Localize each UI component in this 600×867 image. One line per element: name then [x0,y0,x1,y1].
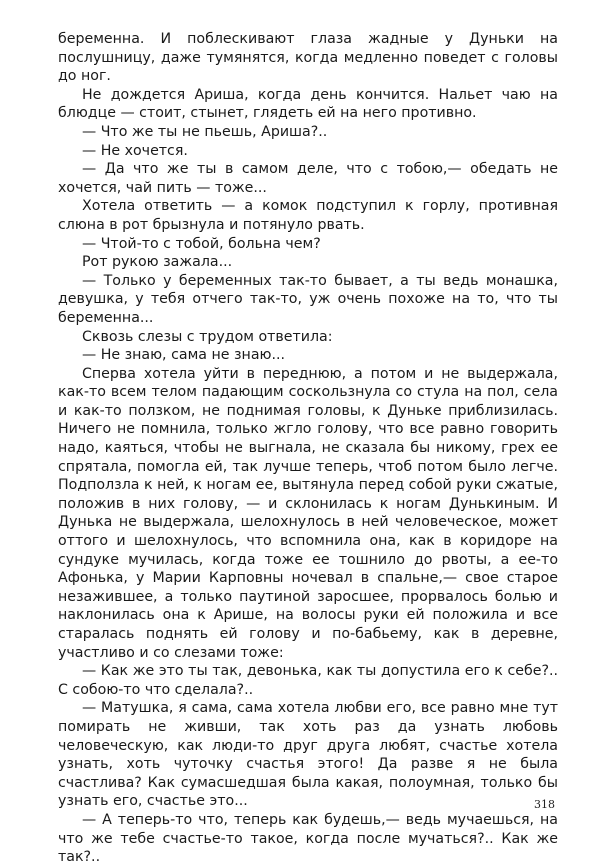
paragraph-14: — Матушка, я сама, сама хотела любви его, все равно мне тут помирать не живши, так хоть раз да узнать любовь человеческую, как люди-то друг друга любят, счастье хотела узнать, хоть чуточку счастья этого! Да разве я не была счастлива? Как сумасшедшая была какая, полоумная, только бы узнать его, счастье это... [58,700,558,810]
paragraph-3: — Что же ты не пьешь, Ариша?.. [82,123,328,140]
paragraph-9: — Только у беременных так-то бывает, а ты ведь монашка, девушка, у тебя отчего так-то, уж очень похоже на то, что ты беременна... [58,272,558,326]
paragraph-15: — А теперь-то что, теперь как будешь,— ведь мучаешься, на что же тебе счастье-то такое, когда после мучаться?.. Как же так?.. [58,811,558,866]
paragraph-1: беременна. И поблескивают глаза жадные у Дуньки на послушницу, даже тумянятся, когда медленно поведет с головы до ног. [58,31,558,85]
paragraph-5: — Да что же ты в самом деле, что с тобою,— обедать не хочется, чай пить — тоже... [58,161,558,196]
page-body [58,30,558,867]
paragraph-6: Хотела ответить — а комок подступил к горлу, противная слюна в рот брызнула и потянуло рвать. [58,198,558,233]
paragraph-4: — Не хочется. [82,142,188,159]
paragraph-7: — Чтой-то с тобой, больна чем? [82,235,321,252]
page-number: 318 [534,798,555,811]
paragraph-12: Сперва хотела уйти в переднюю, а потом и не выдержала, как-то всем телом падающим соскользнула со стула на пол, села и как-то ползком, не поднимая головы, к Дуньке приблизилась. Ничего не помнила, только жгло голову, что все равно говорить надо, каяться, чтобы не выгнала, не сказала бы никому, грех ее спрятала, помогла ей, так лучше теперь, чтоб потом было легче. Подползла к ней, к ногам ее, вытянула перед собой руки сжатые, положив в них голову, — и склонилась к ногам Дунькиным. И Дунька не выдержала, шелохнулось в ней человеческое, может оттого и шелохнулось, что вспомнила она, как в коридоре на сундуке мучилась, когда тоже ее тошнило до рвоты, а ее-то Афонька, у Марии Карповны ночевал в спальне,— свое старое незажившее, а только паутиной заросшее, прорвалось болью и наклонилась она к Арише, на волосы руки ей положила и все старалась поднять ей голову и по-бабьему, как в деревне, участливо и со слезами тоже: [58,365,558,661]
paragraph-2: Не дождется Ариша, когда день кончится. Нальет чаю на блюдце — стоит, стынет, глядеть ей на него противно. [58,86,558,122]
paragraph-10: Сквозь слезы с трудом ответила: [82,328,333,345]
paragraph-11: — Не знаю, сама не знаю... [82,347,285,364]
paragraph-13: — Как же это ты так, девонька, как ты допустила его к себе?.. С собою-то что сделала?.. [58,663,558,698]
paragraph-8: Рот рукою зажала... [82,254,233,271]
